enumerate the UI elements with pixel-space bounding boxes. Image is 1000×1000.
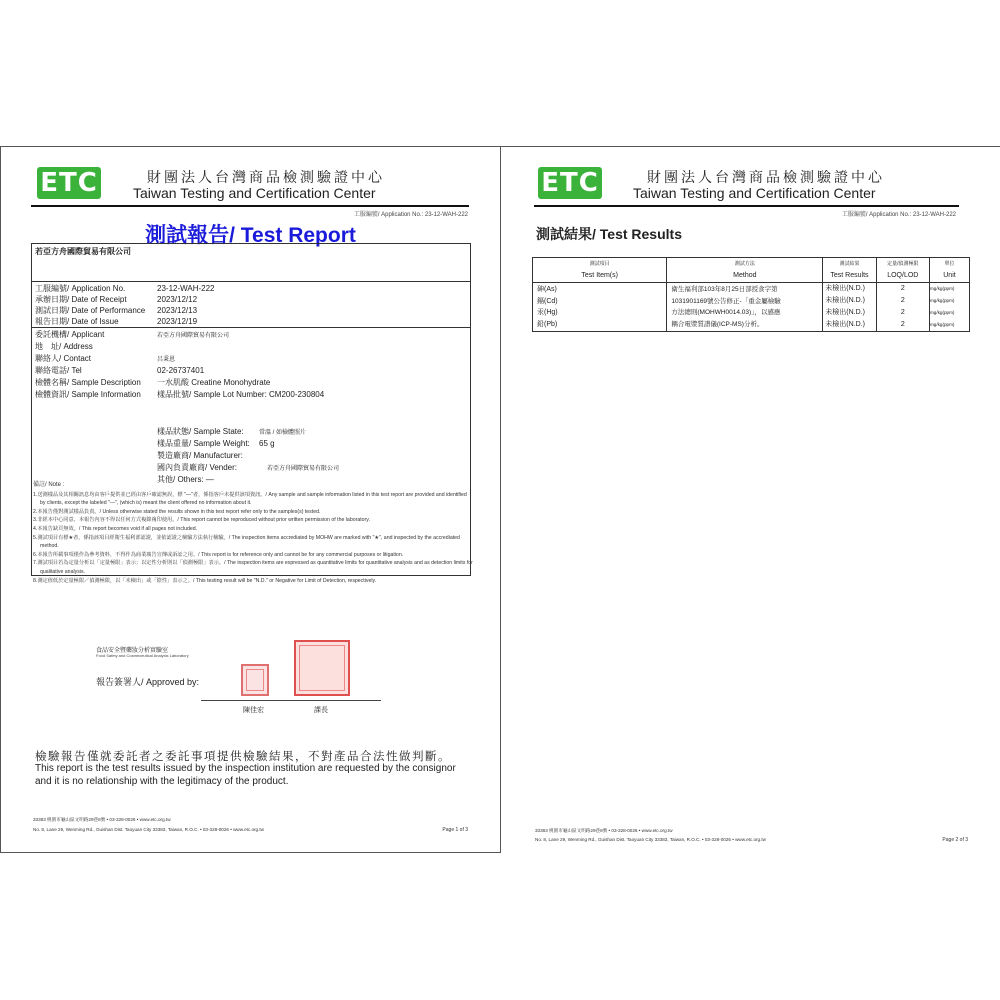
loq-value: 2 [900, 297, 905, 304]
footer-address-zh: 33383 桃園市龜山區文明路29巷8號 • 03-328-0026 • www.etc.org.tw [535, 828, 673, 833]
field-label: 承辦日期/ Date of Receipt [35, 295, 127, 304]
disclaimer-en: This report is the test results issued by the inspection institution are requested by the consignor and it is no relationship with the legitimacy of the product. [35, 763, 456, 787]
application-number [842, 209, 956, 218]
divider [32, 327, 470, 328]
note-item: 6.本報告所載事項僅作為參考資料，不得作為商業廣告宣傳或訴訟之用。/ This report is for reference only and cannot be for any commercial purposes or litigation. [33, 551, 404, 558]
divider [32, 281, 470, 282]
application-number-value: 23-12-WAH-222 [912, 212, 956, 218]
table-row [533, 283, 970, 332]
personal-seal-stamp-icon [241, 664, 269, 696]
note-item: 8.測定值低於定量極限／偵測極限，以「未檢出」或「陰性」表示之。/ This testing result will be "N.D." or Negative for Limit of Detection, respectively. [33, 577, 377, 584]
results-table [532, 257, 970, 332]
loq-value: 2 [900, 321, 905, 328]
field-value: 呂秉恩 [157, 357, 176, 363]
approved-by-label: 報告簽署人/ Approved by: [96, 677, 200, 687]
test-item: 砷(As) [537, 286, 557, 293]
method-cell [667, 283, 823, 332]
note-item: 4.本報告缺頁無效。/ This report becomes void if all pages not included. [33, 525, 198, 532]
field-label: 委託機構/ Applicant [35, 330, 105, 339]
etc-logo: ETC [37, 167, 101, 199]
application-number-value: 23-12-WAH-222 [424, 212, 468, 218]
method-line: 耦合電漿質譜儀(ICP-MS)分析。 [671, 320, 764, 328]
test-items-cell [533, 283, 667, 332]
result-value: 未檢出(N.D.) [825, 309, 865, 316]
result-value: 未檢出(N.D.) [825, 321, 865, 328]
field-row [35, 294, 197, 305]
unit-value: mg/kg(ppm) [929, 322, 955, 327]
field-value: 樣品批號/ Sample Lot Number: CM200-230804 [157, 390, 325, 399]
method-line: 衛生福利部103年8月25日部授食字第 [671, 286, 778, 293]
test-item: 鎘(Cd) [537, 297, 558, 305]
sample-info-value: — [205, 475, 214, 484]
report-page-1 [0, 146, 501, 853]
application-number [354, 209, 468, 218]
org-name-zh: 財團法人台灣商品檢測驗證中心 [647, 170, 885, 186]
field-label: 聯絡電話/ Tel [35, 366, 82, 375]
sample-info-label: 製造廠商/ Manufacturer: [157, 451, 243, 460]
column-header: 測試方法 Method [667, 258, 823, 283]
signatory-name: 陳佳宏 [243, 707, 264, 714]
unit-value: mg/kg(ppm) [929, 286, 955, 291]
application-number-label: 工服編號/ Application No.: [841, 212, 912, 218]
field-value: 2023/12/13 [157, 306, 198, 315]
field-row [35, 316, 197, 327]
sample-info-value: 若亞方舟國際貿易有限公司 [267, 466, 340, 472]
table-header-row [533, 258, 970, 283]
field-value: 2023/12/12 [157, 295, 198, 304]
method-line: 1031901169號公告修正-「重金屬檢驗 [671, 297, 781, 305]
header-divider [31, 205, 469, 207]
column-header: 單位 Unit [929, 258, 969, 283]
test-item: 鉛(Pb) [537, 320, 558, 328]
field-label: 工服編號/ Application No. [35, 284, 126, 293]
field-value: 若亞方舟國際貿易有限公司 [157, 333, 230, 339]
note-item: 7.測試項目若為定量分析以「定量極限」表示；以定性分析則以「偵測極限」表示。/ The inspection items are expressed as quantitative limits for quantitative analysis and as detection limits for qualitative analysis. [33, 560, 473, 575]
loq-cell [876, 283, 929, 332]
signature-line [201, 700, 381, 701]
sample-info-label: 樣品狀態/ Sample State: [157, 427, 244, 436]
notes-header: 備註/ Note : [33, 482, 65, 488]
field-row [35, 305, 197, 316]
etc-logo: ETC [538, 167, 602, 199]
column-header: 定量/偵測極限 LOQ/LOD [876, 258, 929, 283]
result-value: 未檢出(N.D.) [825, 297, 865, 304]
field-label: 地 址/ Address [35, 342, 93, 351]
field-row [35, 365, 204, 376]
field-label: 檢體名稱/ Sample Description [35, 378, 141, 387]
field-value: 23-12-WAH-222 [157, 284, 215, 293]
footer-address-en: No. 8, Lane 29, Wenming Rd., Guishan Dist. Taoyuan City 33383, Taiwan, R.O.C. • 03-328-0026 • www.etc.org.tw [535, 837, 766, 842]
sample-info-row [157, 438, 275, 449]
page-number: Page 1 of 3 [442, 827, 468, 833]
unit-value: mg/kg(ppm) [929, 310, 955, 315]
field-label: 聯絡人/ Contact [35, 354, 92, 363]
loq-value: 2 [900, 285, 905, 292]
note-item: 3.非經本中心同意，本報告內容不得以任何方式複錄複印使用。/ This report cannot be reproduced without prior written permission of the laboratory. [33, 517, 370, 524]
field-value: 2023/12/19 [157, 317, 198, 326]
application-number-label: 工服編號/ Application No.: [353, 212, 424, 218]
column-header: 測試項目 Test Item(s) [533, 258, 667, 283]
lab-name-zh: 食品安全暨藥妝分析實驗室 [96, 648, 169, 654]
footer-address-en: No. 8, Lane 29, Wenming Rd., Guishan Dist. Taoyuan City 33383, Taiwan, R.O.C. • 03-328-0026 • www.etc.org.tw [33, 827, 264, 832]
report-title: 測試報告/ Test Report [145, 224, 356, 247]
signatory-title: 課長 [314, 707, 328, 714]
field-value: 02-26737401 [157, 366, 205, 375]
field-row [35, 283, 215, 294]
sample-info-value: 65 g [259, 439, 275, 448]
sample-info-label: 樣品重量/ Sample Weight: [157, 439, 250, 448]
org-name-zh: 財團法人台灣商品檢測驗證中心 [147, 170, 385, 186]
note-item: 5.測試項目有標★者，係指該項目經衛生福利部認證，並依認證之檢驗方法執行檢驗。/ The inspection items accrediated by MOHW are marked with "★", and inspected by the accrediated method. [33, 534, 460, 550]
official-seal-stamp-icon [294, 640, 350, 696]
field-label: 測試日期/ Date of Performance [35, 306, 146, 315]
org-name-en: Taiwan Testing and Certification Center [133, 185, 376, 201]
sample-info-label: 其他/ Others: [157, 475, 204, 484]
method-line: 方法總則(MOHWH0014.03)」，以感應 [671, 309, 781, 316]
field-row [35, 389, 324, 400]
results-cell [823, 283, 876, 332]
field-label: 檢體資訊/ Sample Information [35, 390, 141, 399]
unit-value: mg/kg(ppm) [929, 298, 955, 303]
disclaimer-zh: 檢驗報告僅就委託者之委託事項提供檢驗結果，不對產品合法性做判斷。 [35, 749, 451, 763]
result-value: 未檢出(N.D.) [825, 285, 865, 292]
note-item: 1.送測樣品及其相關訊息均由客戶提供並已經由客戶確認無誤，標 "—"者，係指客戶未提供該項資訊。/ Any sample and sample information listed in this test report are provided and identified by clients, except the labeled "—", (which is) meant the client offered no information about it. [33, 491, 467, 507]
sample-info-row [157, 450, 259, 461]
results-title: 測試結果/ Test Results [536, 226, 682, 242]
field-label: 報告日期/ Date of Issue [35, 317, 119, 326]
field-value: 一水肌酸 Creatine Monohydrate [157, 378, 271, 387]
page-number: Page 2 of 3 [942, 837, 968, 843]
report-page-2 [501, 146, 1000, 853]
field-row [35, 377, 270, 388]
column-header: 測試結果 Test Results [823, 258, 876, 283]
notes-section [33, 481, 473, 585]
field-row [35, 341, 157, 352]
org-name-en: Taiwan Testing and Certification Center [633, 185, 876, 201]
unit-cell [929, 283, 969, 332]
note-item: 2.本報告僅對測試樣品負責。/ Unless otherwise stated the results shown in this test report refer only to the samples(s) tested. [33, 508, 321, 515]
footer-address-zh: 33383 桃園市龜山區文明路29巷8號 • 03-328-0026 • www.etc.org.tw [33, 817, 171, 822]
sample-info-label: 國內負責廠商/ Vender: [157, 463, 238, 472]
lab-name-en: Food Safety and Cosmeceutical Analysis Laboratory [96, 653, 189, 658]
loq-value: 2 [900, 309, 905, 316]
sample-info-value: 常溫 / 如檢體照片 [259, 430, 307, 436]
company-name: 若亞方舟國際貿易有限公司 [35, 247, 131, 256]
test-item: 汞(Hg) [537, 309, 558, 316]
header-divider [534, 205, 959, 207]
